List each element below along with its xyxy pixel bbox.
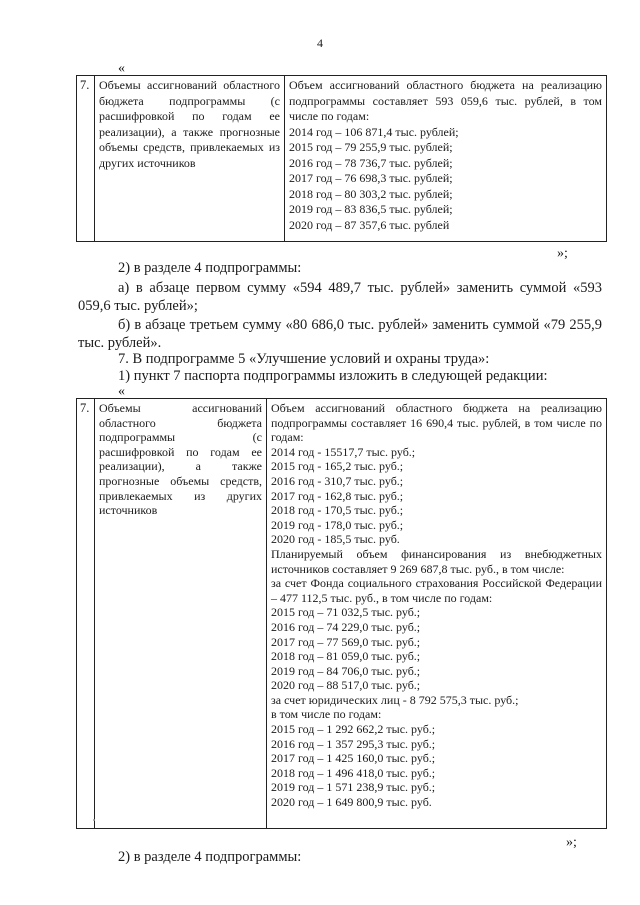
- value-line: 2015 год - 165,2 тыс. руб.;: [271, 459, 404, 474]
- value-line: 2016 год - 310,7 тыс. руб.;: [271, 473, 404, 488]
- value-line: 2015 год – 79 255,9 тыс. рублей;: [289, 140, 453, 154]
- row-label: Объемы ассигнований областного бюджета подпрограммы (с расшифровкой по годам ее реализации), а также прогнозные объемы средств, привлекаемых из других источников: [95, 76, 285, 242]
- paragraph: а) в абзаце первом сумму «594 489,7 тыс. рублей» заменить суммой «593 059,6 тыс. рублей»;: [78, 280, 602, 314]
- value-line: за счет Фонда социального страхования Российской Федерации – 477 112,5 тыс. руб., в том числе по годам:: [271, 576, 602, 605]
- budget-table-subprogram-5: [76, 398, 607, 829]
- value-line: Объем ассигнований областного бюджета на реализацию подпрограммы составляет 16 690,4 тыс. рублей, в том числе по годам:: [271, 401, 602, 445]
- value-line: 2019 год - 178,0 тыс. руб.;: [271, 517, 404, 532]
- value-line: 2014 год – 106 871,4 тыс. рублей;: [289, 124, 459, 139]
- paragraph: 1) пункт 7 паспорта подпрограммы изложить в следующей редакции:: [118, 368, 548, 384]
- row-number: 7.: [77, 399, 95, 829]
- value-line: 2016 год – 78 736,7 тыс. рублей;: [289, 155, 453, 170]
- row-value: [285, 76, 607, 242]
- paragraph: 7. В подпрограмме 5 «Улучшение условий и охраны труда»:: [118, 351, 490, 367]
- row-value: [267, 399, 607, 829]
- value-line: 2015 год – 71 032,5 тыс. руб.;: [271, 605, 421, 620]
- value-line: 2018 год – 1 496 418,0 тыс. руб.;: [271, 765, 436, 780]
- budget-table-subprogram-4: [76, 75, 607, 242]
- value-line: 2019 год – 83 836,5 тыс. рублей;: [289, 202, 453, 216]
- value-line: за счет юридических лиц - 8 792 575,3 тыс. руб.;: [271, 692, 519, 707]
- value-line: 2015 год – 1 292 662,2 тыс. руб.;: [271, 722, 436, 737]
- value-line: в том числе по годам:: [271, 707, 382, 722]
- value-line: 2016 год – 74 229,0 тыс. руб.;: [271, 619, 421, 634]
- value-line: 2017 год - 162,8 тыс. руб.;: [271, 488, 404, 503]
- value-line: 2020 год – 1 649 800,9 тыс. руб.: [271, 795, 432, 810]
- value-line: 2014 год - 15517,7 тыс. руб.;: [271, 444, 416, 459]
- value-line: Планируемый объем финансирования из внебюджетных источников составляет 9 269 687,8 тыс. руб., в том числе:: [271, 546, 602, 576]
- value-line: 2017 год – 76 698,3 тыс. рублей;: [289, 171, 453, 185]
- value-line: 2018 год - 170,5 тыс. руб.;: [271, 503, 404, 518]
- open-quote: «: [118, 384, 125, 399]
- value-line: 2020 год - 185,5 тыс. руб.: [271, 532, 400, 547]
- value-line: 2020 год – 88 517,0 тыс. руб.;: [271, 678, 421, 693]
- paragraph: 2) в разделе 4 подпрограммы:: [118, 260, 302, 276]
- value-line: 2019 год – 84 706,0 тыс. руб.;: [271, 663, 421, 678]
- page-number: 4: [317, 36, 323, 50]
- value-line: 2017 год – 77 569,0 тыс. руб.;: [271, 634, 421, 649]
- value-line: Объем ассигнований областного бюджета на реализацию подпрограммы составляет 593 059,6 тыс. рублей, в том числе по годам:: [289, 78, 602, 123]
- row-number: 7.: [77, 76, 95, 242]
- value-line: 2019 год – 1 571 238,9 тыс. руб.;: [271, 780, 436, 795]
- value-line: 2018 год – 81 059,0 тыс. руб.;: [271, 649, 421, 664]
- open-quote: «: [118, 61, 125, 76]
- paragraph: 2) в разделе 4 подпрограммы:: [118, 849, 302, 865]
- value-line: 2020 год – 87 357,6 тыс. рублей: [289, 217, 450, 232]
- value-line: 2018 год – 80 303,2 тыс. рублей;: [289, 186, 453, 201]
- row-label: Объемы ассигнований областного бюджета подпрограммы (с расшифровкой по годам ее реализации), а также прогнозные объемы средств, привлекаемых из других источников: [95, 399, 267, 829]
- value-line: 2017 год – 1 425 160,0 тыс. руб.;: [271, 751, 436, 766]
- close-quote: »;: [557, 246, 568, 261]
- close-quote: »;: [566, 835, 577, 850]
- paragraph: б) в абзаце третьем сумму «80 686,0 тыс. рублей» заменить суммой «79 255,9 тыс. рублей».: [78, 317, 602, 351]
- scan-speck: [93, 819, 95, 821]
- value-line: 2016 год – 1 357 295,3 тыс. руб.;: [271, 736, 436, 751]
